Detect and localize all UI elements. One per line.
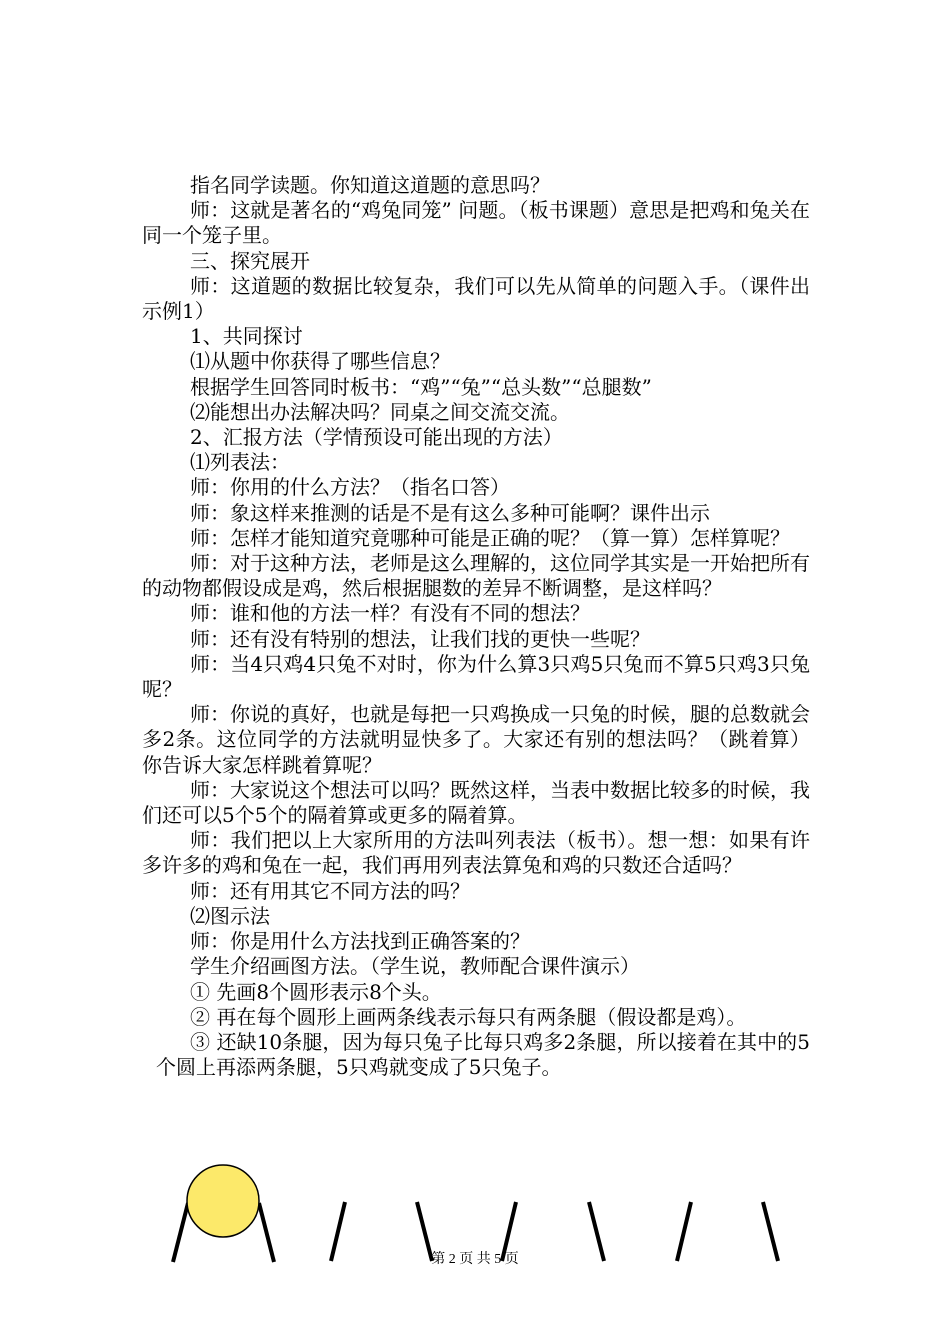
list-item: ③ 还缺10条腿，因为每只兔子比每只鸡多2条腿，所以接着在其中的5个圆上再添两条腿，5只鸡就变成了5只兔子。 — [156, 1029, 810, 1080]
paragraph: 学生介绍画图方法。（学生说，教师配合课件演示） — [190, 954, 640, 979]
head-circle — [187, 1165, 259, 1237]
paragraph: 师：当4只鸡4只兔不对时，你为什么算3只鸡5只兔而不算5只鸡3只兔呢？ — [142, 651, 810, 702]
paragraph: ⑵图示法 — [190, 903, 270, 928]
paragraph: ⑵能想出办法解决吗？同桌之间交流交流。 — [190, 399, 570, 424]
list-item: ① 先画8个圆形表示8个头。 — [190, 979, 442, 1004]
section-heading: 三、探究展开 — [190, 248, 310, 273]
paragraph: 师：你用的什么方法？（指名口答） — [190, 475, 510, 500]
subsection-heading: 2、汇报方法（学情预设可能出现的方法） — [190, 425, 563, 450]
subsection-heading: 1、共同探讨 — [190, 324, 303, 349]
body-text — [142, 173, 810, 1080]
list-item: ② 再在每个圆形上画两条线表示每只有两条腿（假设都是鸡）。 — [190, 1004, 747, 1029]
paragraph: 师：还有没有特别的想法，让我们找的更快一些呢？ — [190, 626, 650, 651]
page-footer: 第 2 页 共 5 页 — [431, 1252, 519, 1267]
paragraph: ⑴列表法： — [190, 450, 290, 475]
paragraph: 师：这就是著名的“鸡兔同笼” 问题。（板书课题）意思是把鸡和兔关在同一个笼子里。 — [142, 198, 810, 248]
paragraph: 师：我们把以上大家所用的方法叫列表法（板书）。想一想：如果有许多许多的鸡和兔在一起，我们再用列表法算兔和鸡的只数还合适吗？ — [142, 828, 810, 878]
paragraph: 师：这道题的数据比较复杂，我们可以先从简单的问题入手。（课件出示例1） — [142, 273, 810, 324]
paragraph: 根据学生回答同时板书：“鸡”“兔”“总头数”“总腿数” — [190, 374, 652, 399]
paragraph: 师：你说的真好，也就是每把一只鸡换成一只兔的时候，腿的总数就会多2条。这位同学的方法就明显快多了。大家还有别的想法吗？（跳着算）你告诉大家怎样跳着算呢？ — [142, 702, 810, 777]
paragraph: 师：谁和他的方法一样？有没有不同的想法？ — [190, 601, 590, 626]
paragraph: 师：怎样才能知道究竟哪种可能是正确的呢？（算一算）怎样算呢？ — [190, 525, 790, 550]
paragraph: 师：还有用其它不同方法的吗？ — [190, 878, 470, 903]
paragraph: 师：对于这种方法，老师是这么理解的，这位同学其实是一开始把所有的动物都假设成是鸡，然后根据腿数的差异不断调整，是这样吗？ — [142, 551, 810, 601]
paragraph: 指名同学读题。你知道这道题的意思吗？ — [190, 173, 550, 197]
paragraph: ⑴从题中你获得了哪些信息？ — [190, 349, 450, 374]
paragraph: 师：你是用什么方法找到正确答案的？ — [190, 929, 530, 954]
paragraph: 师：大家说这个想法可以吗？既然这样，当表中数据比较多的时候，我们还可以5个5个的隔着算或更多的隔着算。 — [142, 777, 810, 828]
paragraph: 师：象这样来推测的话是不是有这么多种可能啊？课件出示 — [190, 500, 710, 525]
